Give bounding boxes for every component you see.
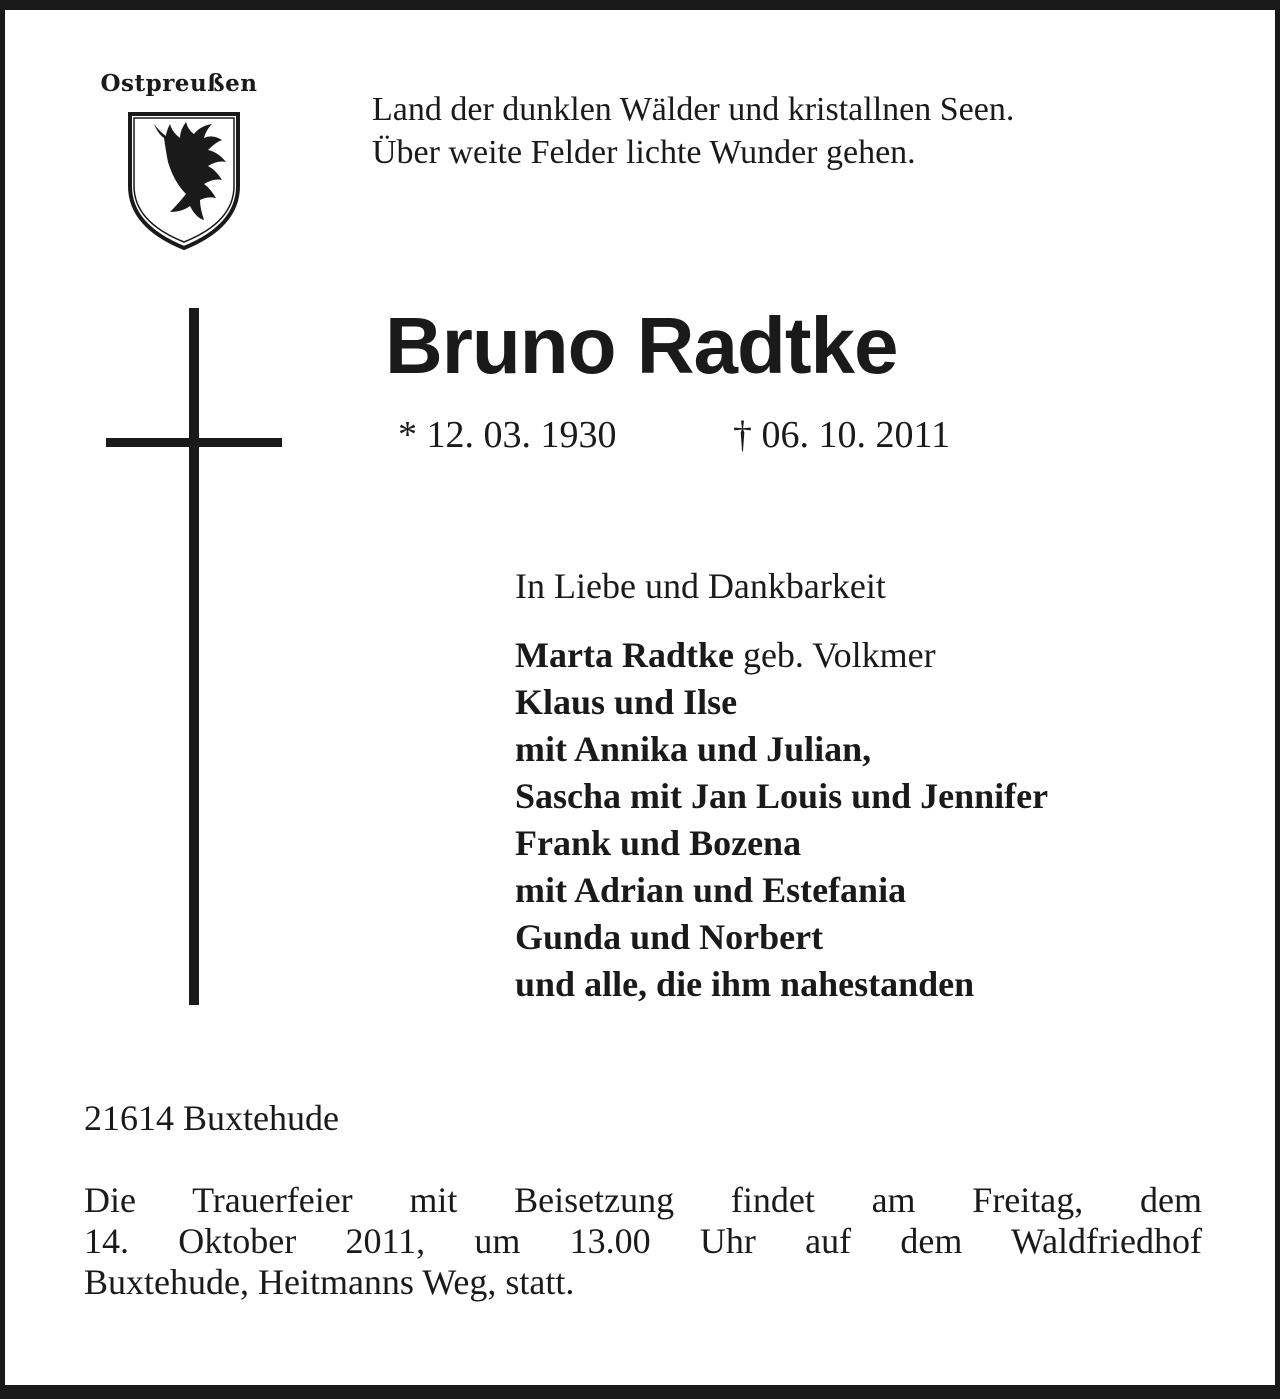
ostpreussen-coat-of-arms-icon: [124, 108, 244, 253]
funeral-service-notice: [84, 1180, 1202, 1303]
motto-line: Land der dunklen Wälder und kristallnen Seen.: [372, 91, 1015, 128]
mourner-line: [515, 726, 1048, 773]
service-line: Buxtehude, Heitmanns Weg, statt.: [84, 1262, 575, 1302]
cross-vertical-beam: [189, 308, 199, 1005]
death-date: † 06. 10. 2011: [733, 414, 951, 456]
mourner-name: mit Annika und Julian,: [515, 729, 872, 769]
mourner-line: [515, 632, 1048, 679]
mourning-intro: In Liebe und Dankbarkeit: [515, 566, 886, 606]
mourner-name: Gunda und Norbert: [515, 917, 824, 957]
mourner-line: [515, 773, 1048, 820]
motto-line: Über weite Felder lichte Wunder gehen.: [372, 134, 916, 171]
crest-label: Ostpreußen: [100, 70, 258, 97]
mourner-line: [515, 820, 1048, 867]
mourner-line: [515, 914, 1048, 961]
mourner-line: [515, 679, 1048, 726]
deceased-name: Bruno Radtke: [385, 301, 898, 390]
motto: [372, 88, 1014, 174]
mourner-note: geb. Volkmer: [733, 635, 936, 675]
mourner-name: Sascha mit Jan Louis und Jennifer: [515, 776, 1049, 816]
mourner-line: [515, 961, 1048, 1008]
mourner-name: mit Adrian und Estefania: [515, 870, 907, 910]
mourner-name: Klaus und Ilse: [515, 682, 738, 722]
birth-date: * 12. 03. 1930: [398, 414, 617, 456]
cross-horizontal-beam: [106, 438, 282, 447]
location: 21614 Buxtehude: [84, 1098, 339, 1138]
mourner-name: Marta Radtke: [515, 635, 734, 675]
service-line: 14. Oktober 2011, um 13.00 Uhr auf dem Waldfriedhof: [84, 1221, 1202, 1261]
mourner-name: Frank und Bozena: [515, 823, 802, 863]
service-line: Die Trauerfeier mit Beisetzung findet am Freitag, dem: [84, 1180, 1202, 1220]
mourners-list: [515, 632, 1048, 1008]
mourner-line: [515, 867, 1048, 914]
mourner-name: und alle, die ihm nahestanden: [515, 964, 975, 1004]
